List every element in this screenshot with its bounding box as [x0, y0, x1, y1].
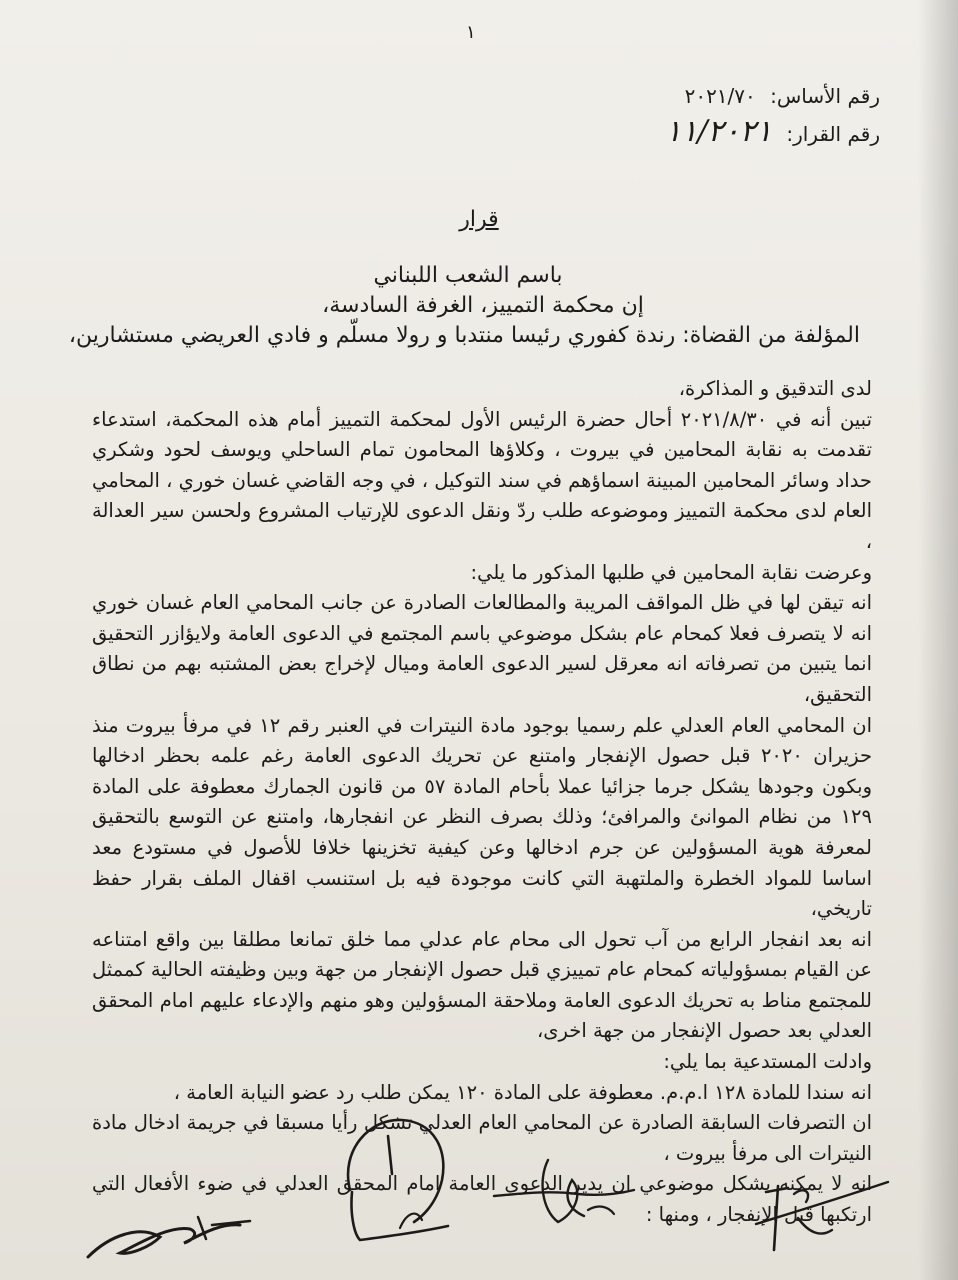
paragraph: لدى التدقيق و المذاكرة، [678, 377, 872, 400]
decision-number-value: ١١/٢٠٢١ [665, 114, 772, 149]
paragraph: انه بعد انفجار الرابع من آب تحول الى محام عام عدلي مما خلق تمانعا مطلقا بين واقع امتناعه عن القيام بمسؤولياته كمحام عام تمييزي قبل حصول الإنفجار من جهة وبين وظيفته الحالية كممثل للمجتمع مناط به تحريك الدعوى العامة وملاحقة المسؤولين وهو منهم والإدعاء عليهم امام المحقق العدلي بعد حصول الإنفجار من جهة اخرى، [92, 927, 872, 1043]
decision-number-label: رقم القرار: [786, 122, 880, 146]
base-number-label: رقم الأساس: [770, 84, 880, 108]
paragraph: ان التصرفات السابقة الصادرة عن المحامي العام العدلي تشكل رأيا مسبقا في جريمة ادخال مادة النيترات الى مرفأ بيروت ، [92, 1111, 872, 1165]
paragraph: انه سندا للمادة ١٢٨ ا.م.م. معطوفة على المادة ١٢٠ يمكن طلب رد عضو النيابة العامة ، [173, 1080, 872, 1104]
decision-body [92, 374, 872, 1231]
page-number: ١ [466, 22, 476, 43]
base-number [685, 84, 880, 108]
header-line-1: باسم الشعب اللبناني [373, 263, 563, 288]
paragraph: ان المحامي العام العدلي علم رسميا بوجود مادة النيترات في العنبر رقم ١٢ في مرفأ بيروت منذ حزيران ٢٠٢٠ قبل حصول الإنفجار وامتنع عن تحريك الدعوى العامة رغم علمه بحظر ادخالها وبكون وجودها يشكل جرما جزائيا عملا بأحام المادة ٥٧ من قانون الجمارك معطوفة على المادة ١٢٩ من نظام الموانئ والمرافئ؛ وذلك بصرف النظر عن انفجارها، وامتنع عن التوسع بالتحقيق لمعرفة هوية المسؤولين عن جرم ادخالها وعن كيفية تخزينها خلافا للأصول في مستودع معد اساسا للمواد الخطرة والملتهبة التي كانت موجودة فيه بل استنسب اقفال الملف بقرار حفظ تاريخي، [92, 713, 873, 921]
paragraph: انه لا يمكنه بشكل موضوعي ان يدير الدعوى العامة امام المحقق العدلي في ضوء الأفعال التي ارتكبها قبل الإنفجار ، ومنها : [92, 1172, 872, 1227]
paragraph: وادلت المستدعية بما يلي: [663, 1050, 872, 1074]
signature-icon [330, 1110, 470, 1260]
signature-icon [748, 1172, 898, 1262]
decision-number [665, 114, 880, 149]
signature-icon [80, 1195, 260, 1275]
base-number-value: ٢٠٢١/٧٠ [684, 84, 756, 108]
header-line-2: إن محكمة التمييز، الغرفة السادسة، [322, 293, 644, 318]
paragraph: وعرضت نقابة المحامين في طلبها المذكور ما يلي: [470, 560, 872, 584]
header-line-3: المؤلفة من القضاة: رندة كفوري رئيسا منتدبا و رولا مسلّم و فادي العريضي مستشارين، [68, 323, 860, 348]
paragraph: انه تيقن لها في ظل المواقف المريبة والمطالعات الصادرة عن جانب المحامي العام غسان خوري انه لا يتصرف فعلا كمحام عام بشكل موضوعي باسم المجتمع في الدعوى العامة ولايؤازر التحقيق انما يتبين من تصرفاته انه معرقل لسير الدعوى العامة وميال لإخراج بعض المشتبه بهم من نطاق التحقيق، [92, 591, 872, 706]
signature-icon [488, 1150, 638, 1240]
paragraph: تبين أنه في ٢٠٢١/٨/٣٠ أحال حضرة الرئيس الأول لمحكمة التمييز أمام هذه المحكمة، استدعاء تقدمت به نقابة المحامين في بيروت ، وكلاؤها المحامون تمام الساحلي ويوسف لحود وشكري حداد وسائر المحامين المبينة اسماؤهم في سند التوكيل ، في وجه القاضي غسان خوري ، المحامي العام لدى محكمة التمييز وموضوعه طلب ردّ ونقل الدعوى للإرتياب المشروع ولحسن سير العدالة ، [92, 407, 872, 553]
document-title: قرار [459, 207, 499, 232]
page-edge-shadow [918, 0, 958, 1280]
